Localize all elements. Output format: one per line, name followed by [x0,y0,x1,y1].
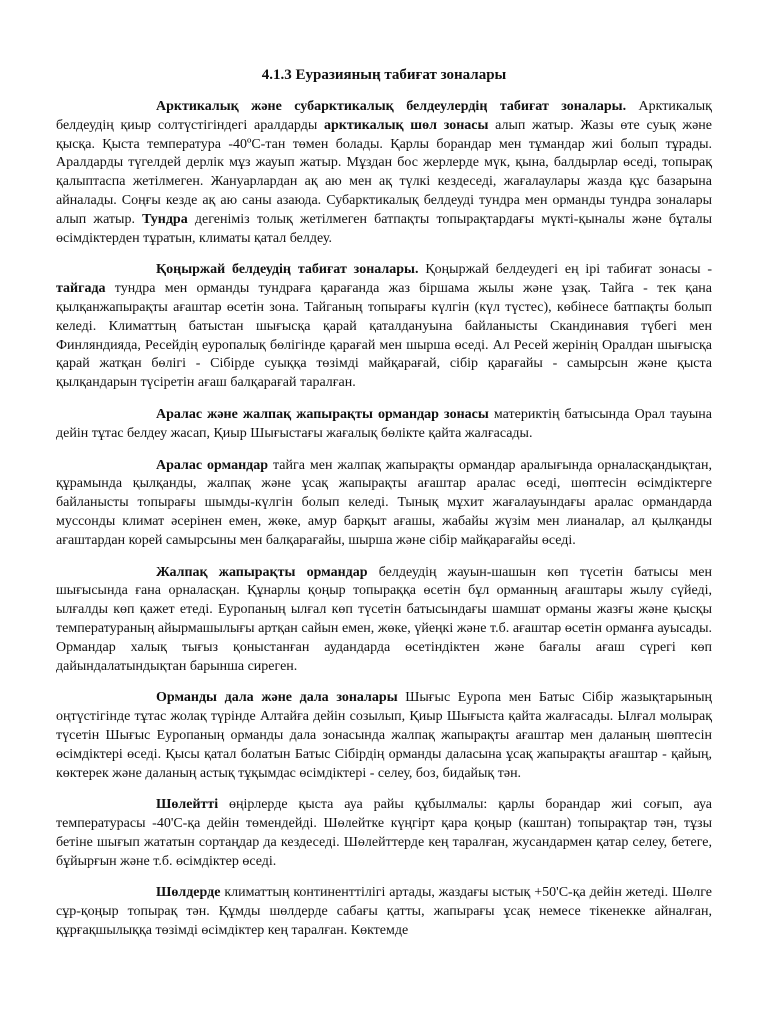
paragraph [56,261,712,393]
paragraph-text: климаттың континенттілігі артады, жаздағы ыстық +50'С-қа дейін жетеді. Шөлге сұр-қоңыр топырақ тән. Құмды шөлдерде сабағы қатты, жапырағы ұсақ немесе тікенекке айналған, құрғақшылыққа төзімді өсімдіктер кең таралған. Көктемде [56,885,712,939]
paragraph-text: өңірлерде қыста ауа райы құбылмалы: қарлы борандар жиі соғып, ауа температурасы -40'С-қа дейін төмендейді. Шөлейтке күңгірт қара қоңыр (каштан) топырақтар тән, тұзы бетіне шығып жататын сортаңдар да кездеседі. Шөлейттерде кең таралған, жусандармен қатар селеу, бетеге, бұйырғын және т.б. өсімдіктер өседі. [56,797,712,869]
paragraph-text: Арктикалық белдеудің қиыр солтүстігіндегі аралдарды [56,99,712,133]
paragraph-text: дегеніміз толық жетілмеген батпақты топырақтардағы мүкті-қыналы және бұталы өсімдіктерден тұратын, климаты қатал белдеу. [56,211,712,246]
paragraph-text: Қоңыржай белдеудегі ең ірі табиғат зонасы - [418,262,712,278]
paragraph-text: Шығыс Еуропа мен Батыс Сібір жазықтарының оңтүстігінде тұтас жолақ түрінде Алтайға дейін созылып, Қиыр Шығыста қайта жалғасады. Ылғал молырақ түсетін Шығыс Еуропаның орманды дала зонасында жалпақ жапырақты ағаштар мен даланың шөптесін өсімдіктері өседі. Қысы қатал болатын Батыс Сібірдің орманды даласына ұсақ жапырақты ағаштар - қайың, көктерек және даланың астық тұқымдас өсімдіктері - селеу, боз, бидайық тән. [56,690,712,781]
bold-term: Аралас және жалпақ жапырақты ормандар зонасы [156,406,489,422]
bold-term: Қоңыржай белдеудің табиғат зоналары. [156,262,419,278]
bold-term: Арктикалық және субарктикалық белдеулердің табиғат зоналары. [156,99,627,114]
bold-term: тайгада [56,281,106,297]
paragraph [56,884,712,940]
paragraph-text: алып жатыр. Жазы өте суық және қысқа. Қыста температура -40ºС-тан төмен болады. Қарлы борандар мен тұмандар жиі болып тұрады. Аралдарды түгелдей дерлік мұз жауып жатыр. Мұздан бос жерлерде мүк, қына, балдырлар өседі, топырақ қалыптаспа жетілмеген. Жануарлардан ақ аю мен ақ түлкі кездеседі, жағалаулары жазда құс базарына айналады. Соңғы кезде ақ аю саны азаюда. Субарктикалық белдеуді тундра мен орманды тундра зоналары алып жатыр. [56,117,712,227]
paragraph-text: тайга мен жалпақ жапырақты ормандар аралығында орналасқандықтан, құрамында қылқанды, жалпақ және ұсақ жапырақты ағаштар аралас өседі, шөптесін өсімдіктерге байланысты топырағы шымды-күлгін болып келеді. Тынық мұхит жағалауындағы аралас ормандарда муссонды климат әсерінен емен, жөке, амур барқыт ағашы, жабайы жүзім мен лианалар, ал қылқанды ағаштардан корей самырсыны мен балқарағайы, шырша және сібір майқарағайы өседі. [56,457,712,548]
bold-term: Тундра [142,211,188,227]
bold-term: Шөлейтті [156,797,219,813]
paragraph-text: тундра мен орманды тундраға қарағанда жаз біршама жылы және ұзақ. Тайга - тек қана қылқанжапырақты ағаштар өсетін зона. Тайганың топырағы күлгін (күл түстес), көбінесе батпақты болып келеді. Климаттың батыстан шығысқа қарай қаталдануына байланысты Скандинавия түбегі мен Финляндияда, Ресейдің еуропалық бөлігінде қарағай мен шырша өседі. Ал Ресей жерінің Оралдан шығысқа қарай жатқан бөлігі - Сібірде суыққа төзімді майқарағай, сібір қарағайы - самырсын және қыста қылқандарын түсіретін ағаш балқарағай таралған. [56,281,712,391]
bold-term: арктикалық шөл зонасы [323,117,489,133]
paragraph [56,98,712,248]
bold-term: Аралас ормандар [156,457,268,473]
bold-term: Шөлдерде [156,885,221,901]
document-body [56,98,712,941]
paragraph [56,457,712,551]
paragraph [56,689,712,783]
bold-term: Орманды дала және дала зоналары [156,690,398,706]
paragraph [56,564,712,677]
section-title: 4.1.3 Еуразияның табиғат зоналары [261,67,507,83]
paragraph [56,796,712,871]
paragraph-text: белдеудің жауын-шашын көп түсетін батысы мен шығысында ғана орналасқан. Құнарлы қоңыр топыраққа өсетін бұл орманның ағаштары жылу сүйеді, ылғалды көп қажет етеді. Еуропаның ылғал көп түсетін батысындағы шамшат орманы жазғы және қысқы температураның айырмашылығы артқан сайын емен, жөке, үйеңкі және т.б. ағаштар өсетін орманға ауысады. Ормандар халық тығыз қоныстанған аудандарда өсетіндіктен және бағалы ағаш сүрегі көп дайындалатындықтан барынша сиреген. [56,564,712,674]
paragraph [56,406,712,444]
bold-term: Жалпақ жапырақты ормандар [156,564,368,580]
paragraph-text: материктің батысында Орал тауына дейін тұтас белдеу жасап, Қиыр Шығыстағы жағалық бөлікте қайта жалғасады. [56,406,713,441]
